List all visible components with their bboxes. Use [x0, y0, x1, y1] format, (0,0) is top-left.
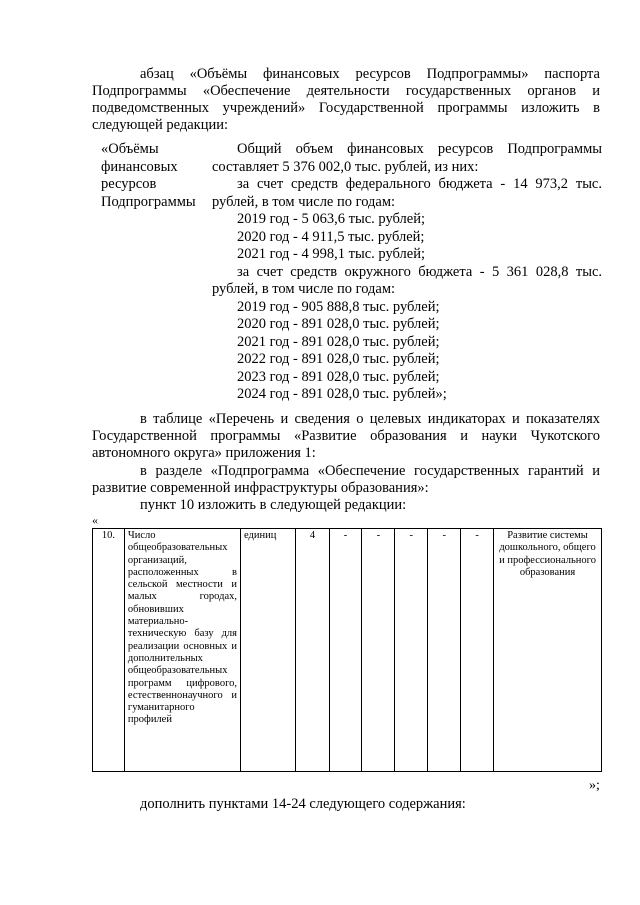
value-cell: -	[395, 529, 428, 772]
quote-close: »;	[589, 778, 600, 793]
indicator-table	[92, 528, 602, 772]
resources-label-line: финансовых	[101, 158, 178, 175]
district-line-1: за счет средств окружного бюджета - 5 361 028,8 тыс.	[237, 263, 602, 280]
district-year-2019: 2019 год - 905 888,8 тыс. рублей;	[237, 298, 440, 315]
value-cell: 4	[296, 529, 329, 772]
point10-paragraph: пункт 10 изложить в следующей редакции:	[140, 497, 407, 513]
federal-line-1: за счет средств федерального бюджета - 14 973,2 тыс.	[237, 176, 602, 192]
district-year-2022: 2022 год - 891 028,0 тыс. рублей;	[237, 351, 440, 367]
table-row	[93, 529, 602, 772]
intro-paragraph: абзац «Объёмы финансовых ресурсов Подпрограммы» паспорта Подпрограммы «Обеспечение деятельности государственных органов и подведомственных учреждений» Государственной программы изложить в следующей редакции:	[92, 66, 600, 133]
value-cell: -	[428, 529, 461, 772]
add-points-paragraph: дополнить пунктами 14-24 следующего содержания:	[140, 796, 466, 812]
quote-open: «	[92, 513, 98, 527]
district-year-2024: 2024 год - 891 028,0 тыс. рублей»;	[237, 386, 447, 402]
total-line-2: составляет 5 376 002,0 тыс. рублей, из них:	[212, 158, 479, 175]
section-ref-paragraph: в разделе «Подпрограмма «Обеспечение государственных гарантий и развитие современной инфраструктуры образования»:	[92, 463, 600, 496]
district-year-2020: 2020 год - 891 028,0 тыс. рублей;	[237, 316, 440, 332]
district-year-2023: 2023 год - 891 028,0 тыс. рублей;	[237, 368, 440, 385]
district-year-2021: 2021 год - 891 028,0 тыс. рублей;	[237, 333, 440, 350]
federal-line-2: рублей, в том числе по годам:	[212, 193, 396, 210]
value-cell: -	[461, 529, 494, 772]
resources-details	[212, 141, 602, 404]
federal-year-2019: 2019 год - 5 063,6 тыс. рублей;	[237, 211, 425, 227]
resources-label	[101, 141, 213, 211]
total-line-1: Общий объем финансовых ресурсов Подпрограммы	[237, 141, 602, 157]
resources-label-line: «Объёмы	[101, 141, 159, 157]
table-ref-paragraph: в таблице «Перечень и сведения о целевых индикаторах и показателях Государственной программы «Развитие образования и науки Чукотского автономного округа» приложения 1:	[92, 411, 600, 461]
federal-year-2020: 2020 год - 4 911,5 тыс. рублей;	[237, 228, 425, 245]
resources-label-line: ресурсов	[101, 176, 157, 192]
indicator-note: Развитие системы дошкольного, общего и профессионального образования	[494, 529, 602, 772]
federal-year-2021: 2021 год - 4 998,1 тыс. рублей;	[237, 246, 425, 262]
district-line-2: рублей, в том числе по годам:	[212, 281, 396, 297]
resources-label-line: Подпрограммы	[101, 193, 196, 210]
indicator-name: Число общеобразовательных организаций, расположенных в сельской местности и малых городах, обновивших материально-техническую базу для реализации основных и дополнительных общеобразовательных программ цифрового, естественнонаучного и гуманитарного профилей	[124, 529, 240, 772]
value-cell: -	[329, 529, 362, 772]
row-number: 10.	[93, 529, 125, 772]
indicator-unit: единиц	[241, 529, 296, 772]
value-cell: -	[362, 529, 395, 772]
